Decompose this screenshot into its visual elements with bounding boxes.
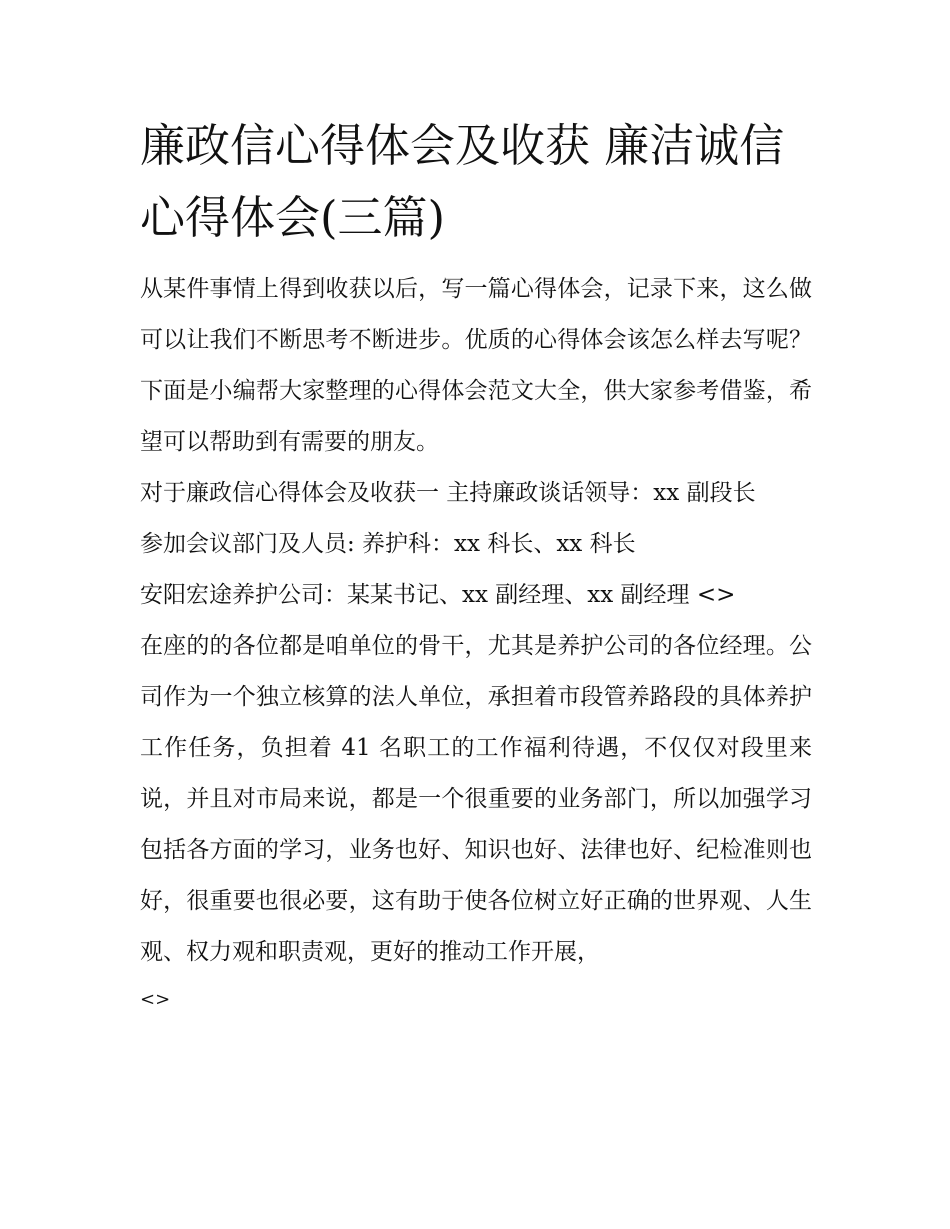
- document-title: 廉政信心得体会及收获 廉洁诚信心得体会(三篇): [140, 119, 785, 244]
- body-paragraph: 在座的的各位都是咱单位的骨干，尤其是养护公司的各位经理。公司作为一个独立核算的法人单位，承担着市段管养路段的具体养护工作任务，负担着 41 名职工的工作福利待遇，不仅仅对段里来说，并且对市局来说，都是一个很重要的业务部门，所以加强学习包括各方面的学习，业务也好、知识也好、法律也好、纪检准则也好，很重要也很必要，这有助于使各位树立好正确的世界观、人生观、权力观和职责观，更好的推动工作开展，: [140, 633, 812, 965]
- meeting-leader-line: 对于廉政信心得体会及收获一 主持廉政谈话领导：xx 副段长: [140, 480, 756, 506]
- attendees-line: 参加会议部门及人员: 养护科：xx 科长、xx 科长: [140, 531, 636, 557]
- end-mark: <>: [140, 989, 171, 1010]
- document-page: [140, 110, 812, 1022]
- company-attendees-line: 安阳宏途养护公司：某某书记、xx 副经理、xx 副经理 <>: [140, 582, 736, 608]
- intro-paragraph: 从某件事情上得到收获以后，写一篇心得体会，记录下来，这么做可以让我们不断思考不断进步。优质的心得体会该怎么样去写呢？下面是小编帮大家整理的心得体会范文大全，供大家参考借鉴，希望可以帮助到有需要的朋友。: [140, 276, 812, 455]
